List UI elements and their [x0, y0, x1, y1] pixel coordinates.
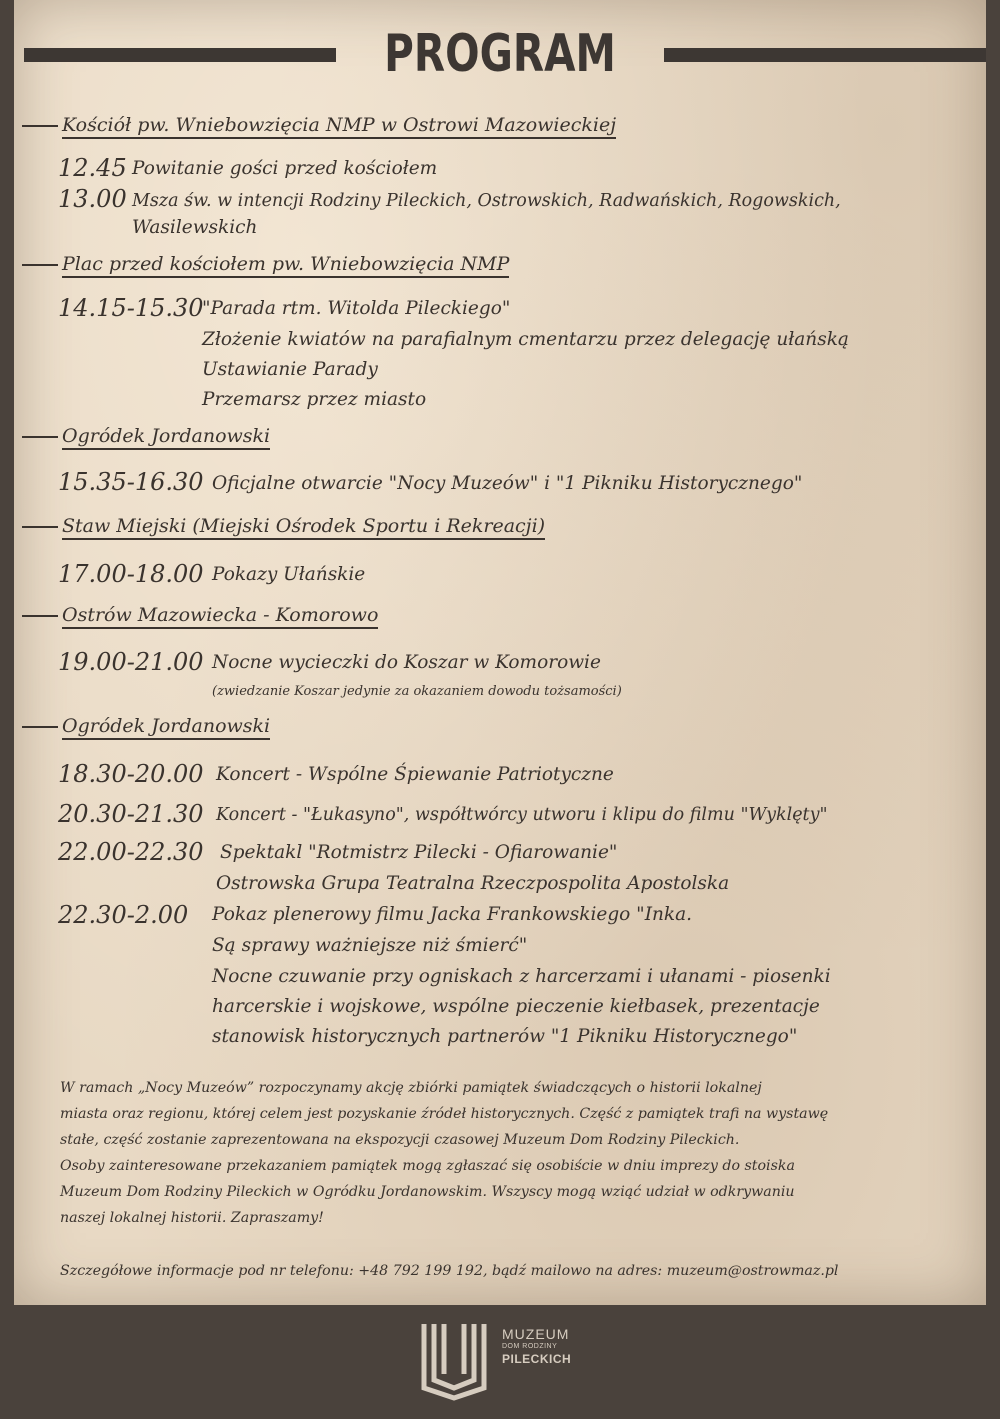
venue-dash	[22, 726, 58, 728]
title-bar-left	[24, 48, 336, 62]
venue-dash	[22, 526, 58, 528]
title-bar-right	[664, 48, 986, 62]
venue-dash	[22, 615, 58, 617]
event-description: Wasilewskich	[132, 217, 258, 238]
event-description: stanowisk historycznych partnerów "1 Pikniku Historycznego"	[212, 1026, 798, 1047]
note-line: miasta oraz regionu, której celem jest pozyskanie źródeł historycznych. Część z pamiątek trafi na wystawę	[60, 1106, 829, 1122]
venue-label: Kościół pw. Wniebowzięcia NMP w Ostrowi Mazowieckiej	[62, 114, 616, 139]
event-time: 15.35-16.30	[58, 468, 204, 496]
venue-label: Plac przed kościołem pw. Wniebowzięcia NMP	[62, 253, 509, 278]
event-time: 19.00-21.00	[58, 648, 204, 676]
event-description: Ustawianie Parady	[202, 359, 378, 380]
event-description: Pokazy Ułańskie	[212, 564, 366, 585]
note-line: W ramach „Nocy Muzeów” rozpoczynamy akcję zbiórki pamiątek świadczących o historii lokalnej	[60, 1080, 762, 1096]
logo-line-3: PILECKICH	[502, 1352, 572, 1366]
event-description: Ostrowska Grupa Teatralna Rzeczpospolita Apostolska	[216, 873, 730, 894]
museum-logo	[420, 1318, 590, 1402]
venue-dash	[22, 125, 58, 127]
event-description: Oficjalne otwarcie "Nocy Muzeów" i "1 Pikniku Historycznego"	[212, 473, 803, 494]
event-description: Msza św. w intencji Rodziny Pileckich, Ostrowskich, Radwańskich, Rogowskich,	[132, 191, 841, 211]
venue-label: Ostrów Mazowiecka - Komorowo	[62, 604, 378, 629]
event-time: 22.30-2.00	[58, 901, 189, 929]
logo-line-2: DOM RODZINY	[502, 1343, 558, 1350]
museum-logo-text	[502, 1326, 571, 1366]
event-description: Nocne wycieczki do Koszar w Komorowie	[212, 652, 601, 673]
collection-note	[60, 1075, 950, 1231]
event-note: (zwiedzanie Koszar jedynie za okazaniem dowodu tożsamości)	[212, 684, 622, 699]
event-time: 12.45	[58, 154, 127, 182]
event-description: Powitanie gości przed kościołem	[132, 158, 438, 179]
event-time: 14.15-15.30	[58, 294, 204, 322]
event-time: 13.00	[58, 185, 127, 213]
venue-label: Ogródek Jordanowski	[62, 425, 270, 450]
logo-line-1: MUZEUM	[502, 1326, 570, 1342]
event-description: Pokaz plenerowy filmu Jacka Frankowskiego "Inka.	[212, 904, 693, 925]
venue-label: Staw Miejski (Miejski Ośrodek Sportu i Rekreacji)	[62, 515, 545, 540]
event-description: Złożenie kwiatów na parafialnym cmentarzu przez delegację ułańską	[202, 329, 849, 350]
event-time: 18.30-20.00	[58, 760, 204, 788]
contact-line: Szczegółowe informacje pod nr telefonu: +48 792 199 192, bądź mailowo na adres: muzeum@ostrowmaz.pl	[60, 1263, 839, 1279]
note-line: Osoby zainteresowane przekazaniem pamiątek mogą zgłaszać się osobiście w dniu imprezy do stoiska	[60, 1158, 795, 1174]
contact-info	[60, 1258, 950, 1284]
event-time: 17.00-18.00	[58, 560, 204, 588]
event-description: Są sprawy ważniejsze niż śmierć"	[212, 935, 528, 956]
event-description: Koncert - "Łukasyno", współtwórcy utworu i klipu do filmu "Wyklęty"	[216, 805, 828, 825]
event-time: 22.00-22.30	[58, 838, 204, 866]
venue-dash	[22, 436, 58, 438]
event-description: "Parada rtm. Witolda Pileckiego"	[202, 298, 511, 319]
event-description: Przemarsz przez miasto	[202, 389, 427, 410]
venue-dash	[22, 264, 58, 266]
event-description: harcerskie i wojskowe, wspólne pieczenie kiełbasek, prezentacje	[212, 996, 820, 1017]
page-title: PROGRAM	[384, 24, 616, 84]
event-description: Koncert - Wspólne Śpiewanie Patriotyczne	[216, 764, 614, 785]
note-line: stałe, część zostanie zaprezentowana na ekspozycji czasowej Muzeum Dom Rodziny Pileckich.	[60, 1132, 740, 1148]
venue-label: Ogródek Jordanowski	[62, 715, 270, 740]
header	[0, 22, 1000, 86]
event-description: Nocne czuwanie przy ogniskach z harcerzami i ułanami - piosenki	[212, 966, 831, 987]
note-line: naszej lokalnej historii. Zapraszamy!	[60, 1210, 324, 1226]
museum-logo-icon	[420, 1318, 490, 1402]
note-line: Muzeum Dom Rodziny Pileckich w Ogródku Jordanowskim. Wszyscy mogą wziąć udział w odkrywaniu	[60, 1184, 795, 1200]
event-time: 20.30-21.30	[58, 800, 204, 828]
event-description: Spektakl "Rotmistrz Pilecki - Ofiarowanie"	[220, 842, 618, 863]
